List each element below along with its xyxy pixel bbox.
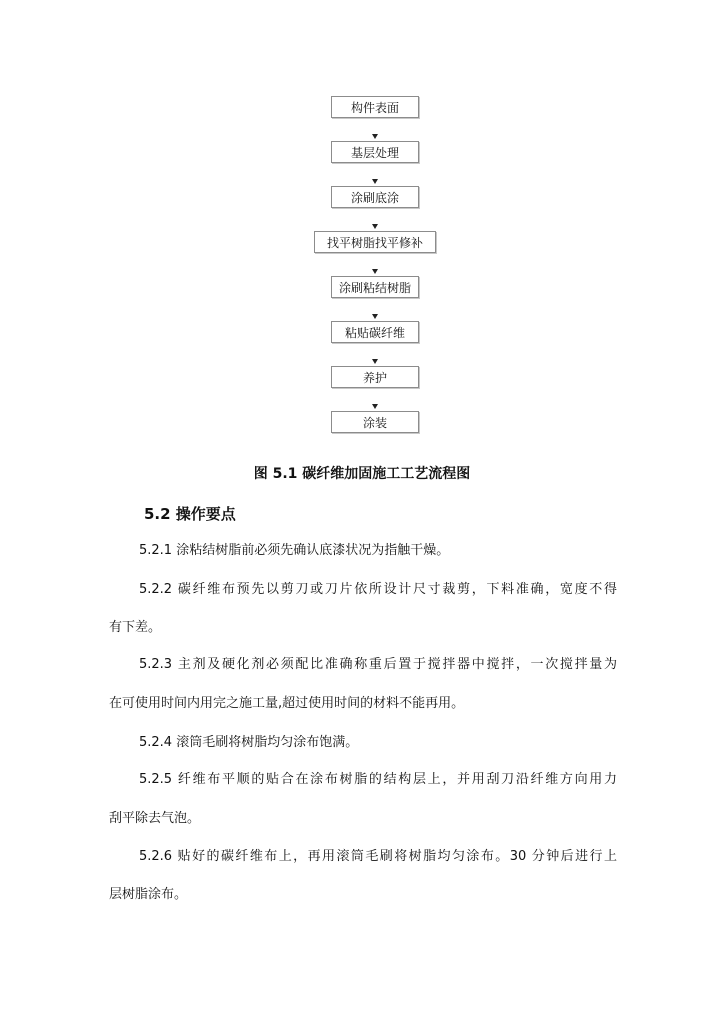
paragraph-5-2-1-line-1: 5.2.1 涂粘结树脂前必须先确认底漆状况为指触干燥。 <box>139 543 450 558</box>
flow-step-leveling-resin-repair: 找平树脂找平修补 <box>314 231 436 253</box>
paragraph-5-2-5-line-1: 5.2.5 纤维布平顺的贴合在涂布树脂的结构层上，并用刮刀沿纤维方向用力 <box>139 772 617 787</box>
flow-arrow-icon <box>372 134 378 139</box>
flow-arrow-icon <box>372 359 378 364</box>
paragraph-5-2-6-line-2: 层树脂涂布。 <box>109 887 188 902</box>
paragraph-5-2-6-line-1: 5.2.6 贴好的碳纤维布上，再用滚筒毛刷将树脂均匀涂布。30 分钟后进行上 <box>139 849 617 864</box>
figure-caption: 图 5.1 碳纤维加固施工工艺流程图 <box>253 466 471 482</box>
flow-step-component-surface: 构件表面 <box>331 96 419 118</box>
flow-arrow-icon <box>372 224 378 229</box>
flow-step-curing: 养护 <box>331 366 419 388</box>
flow-step-base-treatment: 基层处理 <box>331 141 419 163</box>
process-flowchart <box>0 0 724 440</box>
flow-step-carbon-fiber-bonding: 粘贴碳纤维 <box>331 321 419 343</box>
flow-arrow-icon <box>372 314 378 319</box>
flow-arrow-icon <box>372 269 378 274</box>
paragraph-5-2-5-line-2: 刮平除去气泡。 <box>109 811 201 826</box>
paragraph-5-2-2-line-2: 有下差。 <box>109 620 162 635</box>
flow-step-bonding-resin-coating: 涂刷粘结树脂 <box>331 276 419 298</box>
flow-arrow-icon <box>372 179 378 184</box>
paragraph-5-2-2-line-1: 5.2.2 碳纤维布预先以剪刀或刀片依所设计尺寸裁剪，下料准确，宽度不得 <box>139 582 617 597</box>
paragraph-5-2-4-line-1: 5.2.4 滚筒毛刷将树脂均匀涂布饱满。 <box>139 735 359 750</box>
flow-arrow-icon <box>372 404 378 409</box>
paragraph-5-2-3-line-1: 5.2.3 主剂及硬化剂必须配比准确称重后置于搅拌器中搅拌，一次搅拌量为 <box>139 657 617 672</box>
section-title: 5.2 操作要点 <box>144 505 236 523</box>
flow-step-finish-coating: 涂装 <box>331 411 419 433</box>
flow-step-primer-coating: 涂刷底涂 <box>331 186 419 208</box>
paragraph-5-2-3-line-2: 在可使用时间内用完之施工量,超过使用时间的材料不能再用。 <box>109 696 465 711</box>
